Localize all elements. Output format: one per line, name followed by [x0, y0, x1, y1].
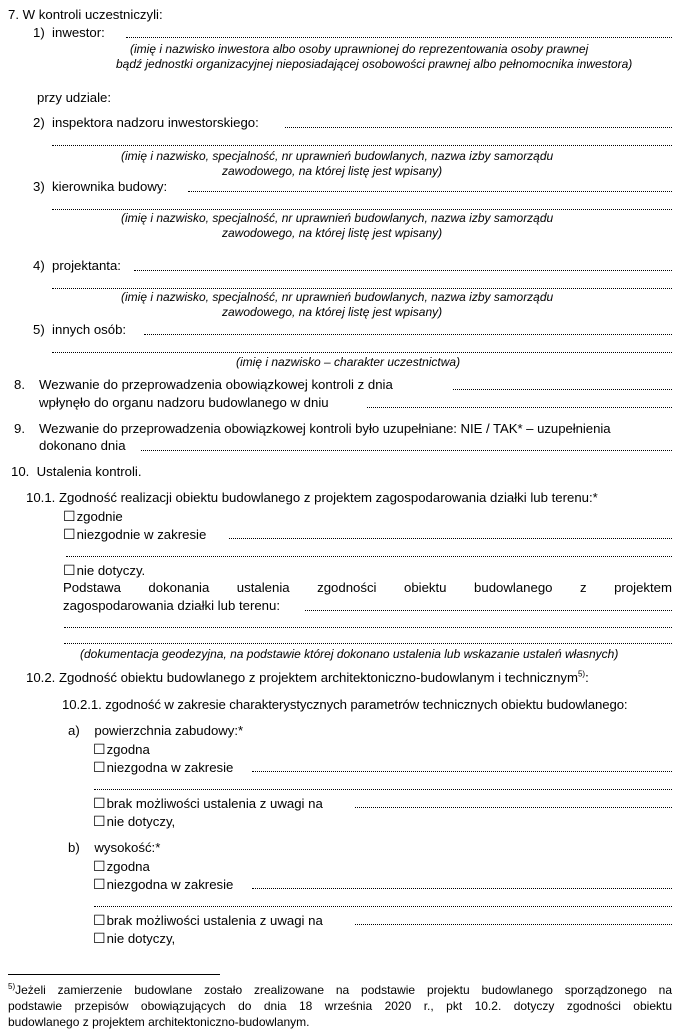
a-niezgodna-field-2[interactable] — [94, 789, 672, 790]
s101-niezgodnie-field-2[interactable] — [66, 556, 672, 557]
others-field-2[interactable] — [52, 352, 672, 353]
b-option-zgodna[interactable]: ☐zgodna — [93, 858, 150, 874]
manager-label: 3) kierownika budowy: — [33, 179, 168, 194]
checkbox-icon[interactable]: ☐ — [63, 508, 76, 524]
s101-option-zgodnie[interactable]: ☐zgodnie — [63, 508, 123, 524]
inspector-label: 2) inspektora nadzoru inwestorskiego: — [33, 115, 259, 130]
section-8-line1: Wezwanie do przeprowadzenia obowiązkowej kontroli z dnia — [39, 377, 393, 392]
inspector-field-1[interactable] — [285, 127, 672, 128]
inspector-caption-a: (imię i nazwisko, specjalność, nr uprawnień budowlanych, nazwa izby samorządu — [121, 149, 554, 163]
param-b-label: b) wysokość:* — [68, 840, 161, 855]
section-10-title: 10. Ustalenia kontroli. — [11, 464, 142, 479]
designer-caption-b: zawodowego, na której listę jest wpisany) — [222, 305, 443, 319]
section-10-1-title: 10.1. Zgodność realizacji obiektu budowlanego z projektem zagospodarowania działki lub terenu:* — [26, 490, 598, 505]
manager-caption-b: zawodowego, na której listę jest wpisany) — [222, 226, 443, 240]
przy-udziale: przy udziale: — [37, 90, 112, 105]
section-10-2-title: 10.2. Zgodność obiektu budowlanego z projektem architektoniczno-budowlanym i technicznym$^{5)}$: — [26, 669, 589, 685]
designer-field-1[interactable] — [134, 270, 672, 271]
b-option-niezgodna[interactable]: ☐niezgodna w zakresie — [93, 876, 234, 892]
section-9-line1: Wezwanie do przeprowadzenia obowiązkowej kontroli było uzupełniane: NIE / TAK* – uzupełnienia — [39, 421, 611, 436]
checkbox-icon[interactable]: ☐ — [93, 912, 106, 928]
checkbox-icon[interactable]: ☐ — [93, 813, 106, 829]
checkbox-icon[interactable]: ☐ — [93, 930, 106, 946]
checkbox-icon[interactable]: ☐ — [93, 759, 106, 775]
section-8-line2: wpłynęło do organu nadzoru budowlanego w dniu — [39, 395, 329, 410]
s101-option-niezgodnie[interactable]: ☐niezgodnie w zakresie — [63, 526, 207, 542]
b-brak-field[interactable] — [355, 924, 672, 925]
section-9-number: 9. — [14, 421, 25, 436]
investor-label: 1) inwestor: — [33, 25, 105, 40]
s101-basis-field-3[interactable] — [64, 643, 672, 644]
a-niezgodna-field-1[interactable] — [252, 771, 672, 772]
footnote-ref-5[interactable]: 5) — [577, 669, 586, 679]
inspector-field-2[interactable] — [52, 145, 672, 146]
checkbox-icon[interactable]: ☐ — [93, 795, 106, 811]
section-9-line2: dokonano dnia — [39, 438, 126, 453]
s101-caption: (dokumentacja geodezyjna, na podstawie której dokonano ustalenia lub wskazanie ustaleń własnych) — [80, 647, 619, 661]
s101-basis-field-2[interactable] — [64, 627, 672, 628]
checkbox-icon[interactable]: ☐ — [93, 741, 106, 757]
designer-label: 4) projektanta: — [33, 258, 121, 273]
b-niezgodna-field-1[interactable] — [252, 888, 672, 889]
param-a-label: a) powierzchnia zabudowy:* — [68, 723, 244, 738]
summons-date-field[interactable] — [453, 389, 672, 390]
manager-caption-a: (imię i nazwisko, specjalność, nr uprawnień budowlanych, nazwa izby samorządu — [121, 211, 554, 225]
footnote-line2: podstawie przepisów obowiązujących do dnia 18 września 2020 r., pkt 10.2. dotyczy zgodności obiektu — [8, 999, 672, 1013]
others-caption: (imię i nazwisko – charakter uczestnictwa) — [236, 355, 461, 369]
a-brak-field[interactable] — [355, 807, 672, 808]
section-7-title: 7. W kontroli uczestniczyli: — [8, 7, 163, 22]
a-option-niezgodna[interactable]: ☐niezgodna w zakresie — [93, 759, 234, 775]
received-date-field[interactable] — [367, 407, 672, 408]
footnote-line1: $^{5)}$Jeżeli zamierzenie budowlane zostało zrealizowane na podstawie projektu budowlanego sporządzonego na — [8, 982, 672, 997]
checkbox-icon[interactable]: ☐ — [63, 562, 76, 578]
checkbox-icon[interactable]: ☐ — [93, 876, 106, 892]
section-8-number: 8. — [14, 377, 25, 392]
a-option-nie-dotyczy[interactable]: ☐nie dotyczy, — [93, 813, 176, 829]
b-option-brak[interactable]: ☐brak możliwości ustalenia z uwagi na — [93, 912, 323, 928]
s101-niezgodnie-field-1[interactable] — [229, 538, 672, 539]
footnote-separator — [8, 974, 220, 975]
investor-field[interactable] — [126, 37, 672, 38]
s101-basis-field-1[interactable] — [305, 610, 672, 611]
s101-option-nie-dotyczy[interactable]: ☐nie dotyczy. — [63, 562, 146, 578]
s101-basis-line1: Podstawa dokonania ustalenia zgodności obiektu budowlanego z projektem — [63, 580, 672, 595]
footnote-line3: budowlanego z projektem architektoniczno-budowlanym. — [8, 1015, 310, 1029]
checkbox-icon[interactable]: ☐ — [93, 858, 106, 874]
a-option-brak[interactable]: ☐brak możliwości ustalenia z uwagi na — [93, 795, 323, 811]
b-niezgodna-field-2[interactable] — [94, 906, 672, 907]
section-10-2-1: 10.2.1. zgodność w zakresie charakterystycznych parametrów technicznych obiektu budowlanego: — [62, 697, 628, 712]
inspector-caption-b: zawodowego, na której listę jest wpisany) — [222, 164, 443, 178]
investor-caption-2: bądź jednostki organizacyjnej nieposiadającej osobowości prawnej albo pełnomocnika inwestora) — [116, 57, 633, 71]
b-option-nie-dotyczy[interactable]: ☐nie dotyczy, — [93, 930, 176, 946]
designer-caption-a: (imię i nazwisko, specjalność, nr uprawnień budowlanych, nazwa izby samorządu — [121, 290, 554, 304]
others-field-1[interactable] — [144, 334, 672, 335]
investor-caption-1: (imię i nazwisko inwestora albo osoby uprawnionej do reprezentowania osoby prawnej — [130, 42, 589, 56]
a-option-zgodna[interactable]: ☐zgodna — [93, 741, 150, 757]
checkbox-icon[interactable]: ☐ — [63, 526, 76, 542]
others-label: 5) innych osób: — [33, 322, 127, 337]
manager-field-1[interactable] — [188, 191, 672, 192]
s101-basis-line2: zagospodarowania działki lub terenu: — [63, 598, 281, 613]
supplement-date-field[interactable] — [141, 450, 672, 451]
